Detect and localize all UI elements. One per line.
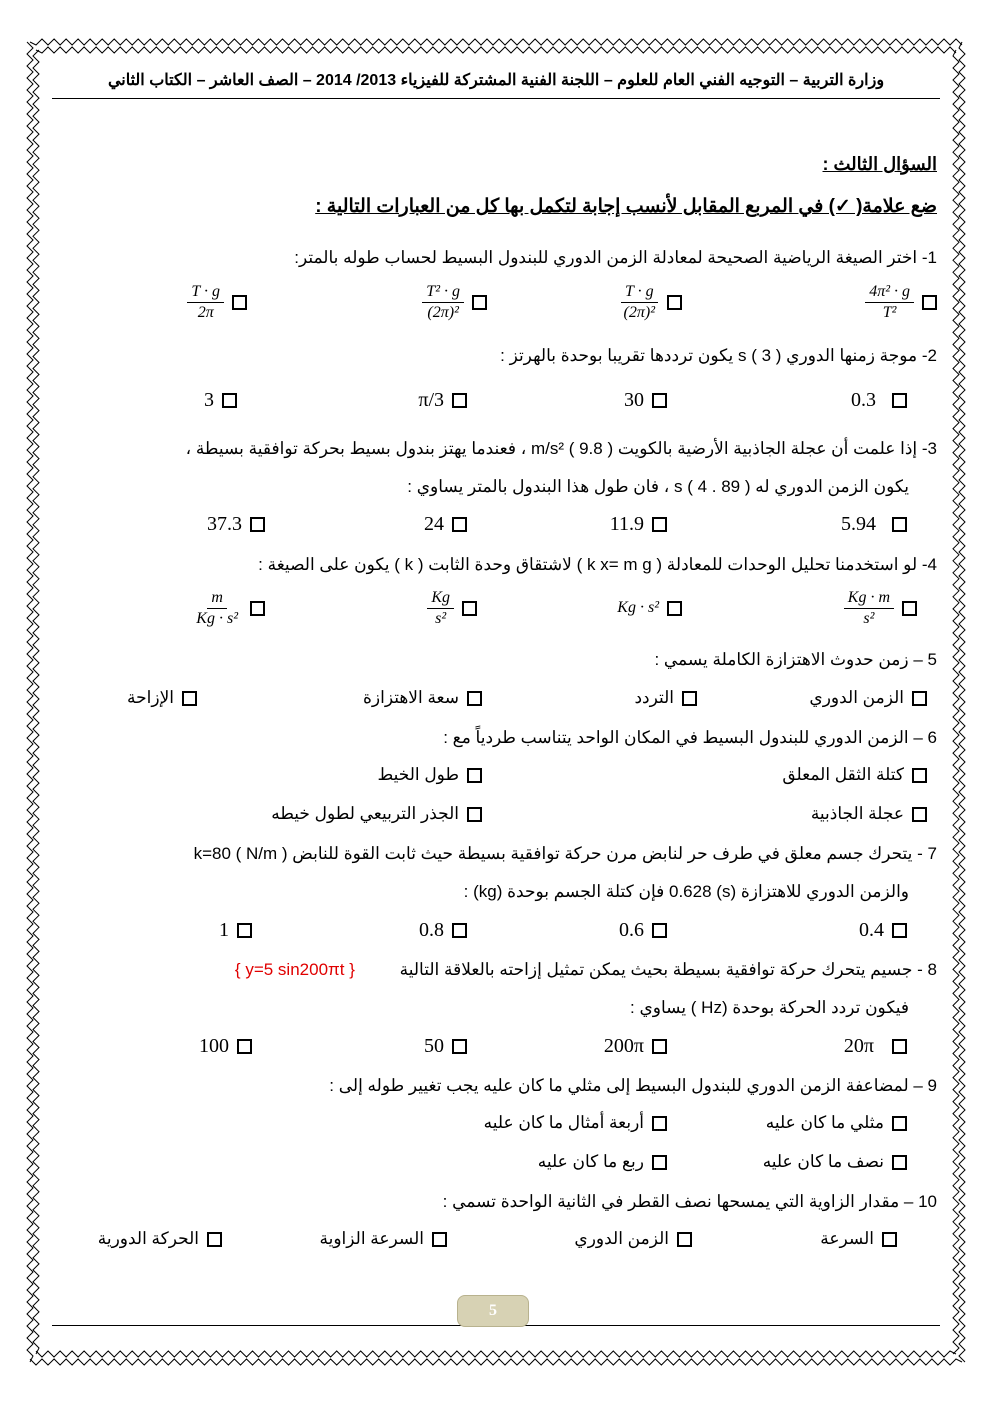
question-6: 6 – الزمن الدوري للبندول البسيط في المكان الواحد يتناسب طردياً مع :	[443, 728, 937, 747]
q10-option-3[interactable]: السرعة الزاوية	[320, 1217, 448, 1261]
q6-option-1[interactable]: كتلة الثقل المعلق	[782, 753, 927, 797]
page-number: 5	[457, 1295, 529, 1327]
q4-option-2[interactable]: Kg · s²	[617, 586, 682, 630]
q4-options	[62, 586, 937, 630]
checkbox[interactable]	[902, 601, 917, 616]
q7-options	[62, 908, 937, 952]
checkbox[interactable]	[652, 393, 667, 408]
checkbox[interactable]	[892, 1155, 907, 1170]
q6-option-2[interactable]: طول الخيط	[377, 753, 482, 797]
q1-options	[62, 280, 937, 324]
checkbox[interactable]	[667, 601, 682, 616]
checkbox[interactable]	[892, 393, 907, 408]
q5-options	[62, 676, 937, 720]
q8-option-4[interactable]: 100	[199, 1024, 252, 1068]
checkbox[interactable]	[250, 601, 265, 616]
checkbox[interactable]	[452, 1039, 467, 1054]
q1-option-3[interactable]: $\frac{\text{T² · g}}{\text{(2π)²}}$	[422, 280, 487, 324]
checkbox[interactable]	[682, 691, 697, 706]
question-10: 10 – مقدار الزاوية التي يمسحها نصف القطر في الثانية الواحدة تسمي :	[442, 1192, 937, 1211]
checkbox[interactable]	[182, 691, 197, 706]
checkbox[interactable]	[912, 807, 927, 822]
question-section	[62, 150, 937, 1248]
checkbox[interactable]	[882, 1232, 897, 1247]
q9-options-row-2	[62, 1140, 937, 1184]
q2-options	[62, 378, 937, 422]
checkbox[interactable]	[452, 517, 467, 532]
question-8: 8 - جسيم يتحرك حركة توافقية بسيطة بحيث يمكن تمثيل إزاحته بالعلاقة التالية { y=5 sin200πt }	[234, 960, 937, 979]
q9-option-3[interactable]: نصف ما كان عليه	[763, 1140, 907, 1184]
q5-option-1[interactable]: الزمن الدوري	[809, 676, 927, 720]
q3-options	[62, 502, 937, 546]
checkbox[interactable]	[222, 393, 237, 408]
checkbox[interactable]	[452, 923, 467, 938]
checkbox[interactable]	[237, 923, 252, 938]
checkbox[interactable]	[912, 768, 927, 783]
question-7: 7 - يتحرك جسم معلق في طرف حر لنابض مرن حركة توافقية بسيطة حيث ثابت القوة للنابض k=80 ( N/m )	[193, 844, 937, 863]
checkbox[interactable]	[652, 517, 667, 532]
section-title: السؤال الثالث :	[822, 154, 937, 174]
q4-option-3[interactable]: $\frac{Kg}{\text{s²}}$	[427, 586, 477, 630]
question-1: 1- اختر الصيغة الرياضية الصحيحة لمعادلة الزمن الدوري للبندول البسيط لحساب طوله بالمتر:	[294, 248, 937, 267]
q5-option-4[interactable]: الإزاحة	[127, 676, 197, 720]
q2-option-4[interactable]: 3	[204, 378, 237, 422]
q9-option-4[interactable]: ربع ما كان عليه	[538, 1140, 667, 1184]
q10-option-4[interactable]: الحركة الدورية	[98, 1217, 222, 1261]
q2-option-1[interactable]: 0.3	[851, 378, 907, 422]
q1-option-4[interactable]: $\frac{T \cdot g}{2\pi}$	[187, 280, 247, 324]
instruction: ضع علامة( ✓) في المربع المقابل لأنسب إجابة لتكمل بها كل من العبارات التالية :	[315, 196, 937, 217]
checkbox[interactable]	[892, 1116, 907, 1131]
q1-option-2[interactable]: $\frac{T \cdot g}{\text{(2π)²}}$	[620, 280, 682, 324]
q8-options	[62, 1024, 937, 1068]
q9-option-1[interactable]: مثلي ما كان عليه	[766, 1101, 907, 1145]
checkbox[interactable]	[207, 1232, 222, 1247]
question-9: 9 – لمضاعفة الزمن الدوري للبندول البسيط إلى مثلي ما كان عليه يجب تغيير طوله إلى :	[329, 1076, 937, 1095]
q5-option-2[interactable]: التردد	[634, 676, 697, 720]
page-header: وزارة التربية – التوجيه الفني العام للعلوم – اللجنة الفنية المشتركة للفيزياء 2013/ 2014 – الصف العاشر – الكتاب الثاني	[107, 72, 885, 89]
q2-option-2[interactable]: 30	[624, 378, 667, 422]
q4-option-1[interactable]: $\frac{Kg \cdot m}{\text{s²}}$	[844, 586, 917, 630]
question-5: 5 – زمن حدوث الاهتزازة الكاملة يسمي :	[654, 650, 937, 669]
question-3-line-2: يكون الزمن الدوري له s ( 4 . 89 ) ، فان طول هذا البندول بالمتر يساوي :	[407, 477, 909, 496]
checkbox[interactable]	[652, 1116, 667, 1131]
q3-option-4[interactable]: 37.3	[207, 502, 265, 546]
checkbox[interactable]	[472, 295, 487, 310]
checkbox[interactable]	[452, 393, 467, 408]
q7-option-3[interactable]: 0.8	[419, 908, 467, 952]
q8-option-1[interactable]: 20π	[844, 1024, 907, 1068]
checkbox[interactable]	[652, 1155, 667, 1170]
q6-options-row-1	[62, 753, 937, 797]
q10-option-1[interactable]: السرعة	[820, 1217, 897, 1261]
checkbox[interactable]	[892, 923, 907, 938]
question-4: 4- لو استخدمنا تحليل الوحدات للمعادلة ( k x= m g ) لاشتقاق وحدة الثابت ( k ) يكون على الصيغة :	[258, 555, 937, 574]
q8-option-2[interactable]: 200π	[604, 1024, 667, 1068]
question-7-line-2: والزمن الدوري للاهتزازة (s) 0.628 فإن كتلة الجسم بوحدة (kg) :	[463, 882, 909, 901]
q6-option-4[interactable]: الجذر التربيعي لطول خيطه	[271, 792, 482, 836]
checkbox[interactable]	[467, 768, 482, 783]
checkbox[interactable]	[912, 691, 927, 706]
q3-option-2[interactable]: 11.9	[610, 502, 667, 546]
q9-option-2[interactable]: أربعة أمثال ما كان عليه	[484, 1101, 667, 1145]
q7-option-2[interactable]: 0.6	[619, 908, 667, 952]
q6-options-row-2	[62, 792, 937, 836]
q3-option-3[interactable]: 24	[424, 502, 467, 546]
q7-option-1[interactable]: 0.4	[859, 908, 907, 952]
checkbox[interactable]	[667, 295, 682, 310]
checkbox[interactable]	[922, 295, 937, 310]
q8-formula: { y=5 sin200πt }	[234, 960, 355, 979]
q1-option-1[interactable]: $\frac{\text{4π² · g}}{\text{T²}}$	[865, 280, 937, 324]
q10-options	[62, 1217, 937, 1261]
checkbox[interactable]	[892, 1039, 907, 1054]
question-8-line-2: فيكون تردد الحركة بوحدة (Hz ) يساوي :	[630, 998, 909, 1017]
q3-option-1[interactable]: 5.94	[841, 502, 907, 546]
checkbox[interactable]	[432, 1232, 447, 1247]
checkbox[interactable]	[467, 691, 482, 706]
q6-option-3[interactable]: عجلة الجاذبية	[811, 792, 927, 836]
checkbox[interactable]	[677, 1232, 692, 1247]
q2-option-3[interactable]: π/3	[418, 378, 467, 422]
checkbox[interactable]	[232, 295, 247, 310]
q7-option-4[interactable]: 1	[219, 908, 252, 952]
checkbox[interactable]	[652, 923, 667, 938]
checkbox[interactable]	[237, 1039, 252, 1054]
q4-option-4[interactable]: $\frac{m}{\text{Kg · s²}}$	[192, 586, 265, 630]
question-3: 3- إذا علمت أن عجلة الجاذبية الأرضية بالكويت m/s² ( 9.8 ) ، فعندما يهتز بندول بسيط بحركة توافقية بسيطة ،	[185, 439, 937, 458]
checkbox[interactable]	[652, 1039, 667, 1054]
checkbox[interactable]	[892, 517, 907, 532]
question-2: 2- موجة زمنها الدوري s ( 3 ) يكون ترددها تقريبا بوحدة بالهرتز :	[500, 346, 937, 365]
checkbox[interactable]	[462, 601, 477, 616]
header-divider	[52, 98, 940, 99]
checkbox[interactable]	[467, 807, 482, 822]
q9-options-row-1	[62, 1101, 937, 1145]
q10-option-2[interactable]: الزمن الدوري	[574, 1217, 692, 1261]
q8-option-3[interactable]: 50	[424, 1024, 467, 1068]
q5-option-3[interactable]: سعة الاهتزازة	[363, 676, 482, 720]
checkbox[interactable]	[250, 517, 265, 532]
